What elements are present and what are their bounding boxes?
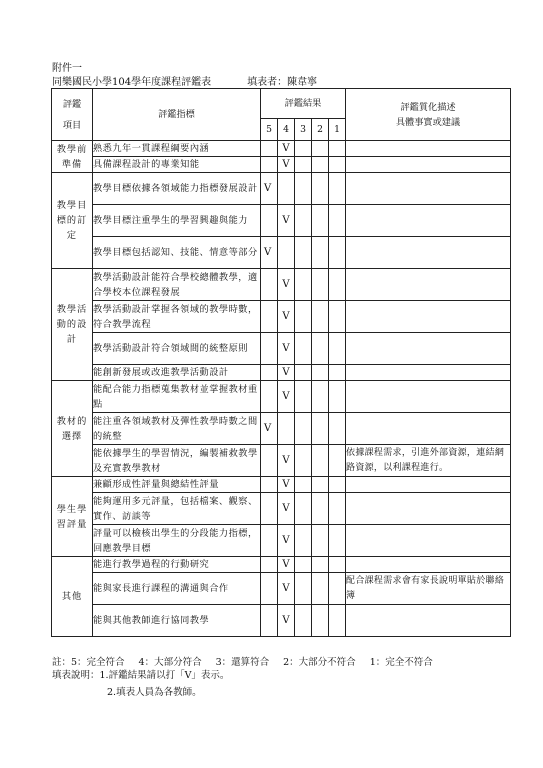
indicator-cell: 教學目標依據各領域能力指標發展設計 xyxy=(93,173,261,205)
score-cell-2 xyxy=(312,173,329,205)
score-cell-4: V xyxy=(278,205,295,237)
score-cell-3 xyxy=(295,141,312,157)
score-cell-2 xyxy=(312,413,329,445)
indicator-cell: 教學活動設計能符合學校總體教學，適合學校本位課程發展 xyxy=(93,269,261,301)
score-cell-5 xyxy=(261,333,278,365)
score-cell-5: V xyxy=(261,413,278,445)
category-cell: 學生學習評量 xyxy=(52,477,93,557)
table-row xyxy=(52,573,511,605)
indicator-cell: 能進行教學過程的行動研究 xyxy=(93,557,261,573)
score-cell-1 xyxy=(329,269,346,301)
score-cell-2 xyxy=(312,237,329,269)
note-cell xyxy=(346,365,511,381)
indicator-cell: 熟悉九年一貫課程綱要內涵 xyxy=(93,141,261,157)
score-cell-5 xyxy=(261,557,278,573)
score-cell-3 xyxy=(295,605,312,637)
note-cell: 依據課程需求，引進外部資源，連結網路資源，以利課程進行。 xyxy=(346,445,511,477)
score-cell-2 xyxy=(312,477,329,493)
score-cell-1 xyxy=(329,477,346,493)
score-cell-4: V xyxy=(278,157,295,173)
score-cell-2 xyxy=(312,205,329,237)
score-cell-3 xyxy=(295,237,312,269)
score-cell-1 xyxy=(329,173,346,205)
score-cell-1 xyxy=(329,573,346,605)
indicator-cell: 兼顧形成性評量與總結性評量 xyxy=(93,477,261,493)
score-cell-2 xyxy=(312,525,329,557)
indicator-cell: 具備課程設計的專業知能 xyxy=(93,157,261,173)
note-cell xyxy=(346,413,511,445)
score-cell-1 xyxy=(329,381,346,413)
score-cell-2 xyxy=(312,557,329,573)
score-cell-5: V xyxy=(261,173,278,205)
score-cell-5 xyxy=(261,605,278,637)
note-cell xyxy=(346,493,511,525)
score-header-2: 2 xyxy=(312,119,329,141)
fill-instruction-1: 填表說明：1.評鑑結果請以打「V」表示。 xyxy=(52,670,230,681)
score-cell-1 xyxy=(329,157,346,173)
score-header-3: 3 xyxy=(295,119,312,141)
header-description xyxy=(346,89,511,141)
score-cell-3 xyxy=(295,477,312,493)
indicator-cell: 能配合能力指標蒐集教材並掌握教材重點 xyxy=(93,381,261,413)
score-cell-1 xyxy=(329,301,346,333)
note-cell xyxy=(346,141,511,157)
score-cell-1 xyxy=(329,525,346,557)
table-row xyxy=(52,493,511,525)
note-cell xyxy=(346,557,511,573)
category-cell: 教材的選擇 xyxy=(52,381,93,477)
score-cell-5 xyxy=(261,493,278,525)
score-cell-2 xyxy=(312,365,329,381)
score-cell-3 xyxy=(295,573,312,605)
score-cell-1 xyxy=(329,493,346,525)
note-cell xyxy=(346,381,511,413)
score-cell-3 xyxy=(295,269,312,301)
score-cell-4: V xyxy=(278,269,295,301)
header-evaluation-item xyxy=(52,89,93,141)
table-row xyxy=(52,141,511,157)
score-cell-4 xyxy=(278,237,295,269)
category-cell: 教學活動的設計 xyxy=(52,269,93,381)
score-cell-5 xyxy=(261,573,278,605)
score-cell-2 xyxy=(312,605,329,637)
table-row xyxy=(52,381,511,413)
score-cell-2 xyxy=(312,269,329,301)
score-cell-2 xyxy=(312,493,329,525)
header-item-bottom: 項目 xyxy=(62,119,82,131)
score-cell-1 xyxy=(329,333,346,365)
table-row xyxy=(52,413,511,445)
score-header-1: 1 xyxy=(329,119,346,141)
score-cell-1 xyxy=(329,141,346,157)
header-indicator: 評鑑指標 xyxy=(93,89,261,141)
legend-item: 2：大部分不符合 xyxy=(283,657,356,668)
table-row xyxy=(52,333,511,365)
score-header-5: 5 xyxy=(261,119,278,141)
score-cell-4: V xyxy=(278,477,295,493)
indicator-cell: 能與家長進行課程的溝通與合作 xyxy=(93,573,261,605)
note-cell xyxy=(346,237,511,269)
score-cell-1 xyxy=(329,557,346,573)
indicator-cell: 能創新發展或改進教學活動設計 xyxy=(93,365,261,381)
score-cell-2 xyxy=(312,301,329,333)
legend-item: 4：大部分符合 xyxy=(138,657,202,668)
score-cell-5 xyxy=(261,445,278,477)
score-cell-4 xyxy=(278,413,295,445)
score-cell-4: V xyxy=(278,573,295,605)
table-row xyxy=(52,237,511,269)
table-row xyxy=(52,605,511,637)
indicator-cell: 評量可以檢核出學生的分段能力指標，回應教學目標 xyxy=(93,525,261,557)
note-cell xyxy=(346,333,511,365)
score-cell-4: V xyxy=(278,445,295,477)
note-cell xyxy=(346,605,511,637)
score-cell-1 xyxy=(329,205,346,237)
score-cell-3 xyxy=(295,173,312,205)
score-cell-1 xyxy=(329,413,346,445)
fill-instruction-2: 2.填表人員為各教師。 xyxy=(107,687,202,698)
evaluation-table xyxy=(51,88,511,637)
header-item-top: 評鑑 xyxy=(62,98,82,110)
legend xyxy=(52,654,447,668)
score-cell-3 xyxy=(295,157,312,173)
attachment-label: 附件一 xyxy=(52,63,82,74)
score-cell-5: V xyxy=(261,237,278,269)
score-cell-4 xyxy=(278,173,295,205)
score-cell-4: V xyxy=(278,381,295,413)
score-cell-5 xyxy=(261,141,278,157)
score-cell-5 xyxy=(261,525,278,557)
score-cell-4: V xyxy=(278,493,295,525)
table-row xyxy=(52,173,511,205)
score-cell-3 xyxy=(295,413,312,445)
score-cell-4: V xyxy=(278,301,295,333)
score-cell-2 xyxy=(312,573,329,605)
header-result: 評鑑結果 xyxy=(261,89,346,119)
score-cell-1 xyxy=(329,605,346,637)
score-cell-3 xyxy=(295,381,312,413)
score-cell-5 xyxy=(261,365,278,381)
table-row xyxy=(52,445,511,477)
header-desc-line2: 具體事實或建議 xyxy=(395,116,461,128)
score-cell-5 xyxy=(261,301,278,333)
indicator-cell: 能夠運用多元評量，包括檔案、觀察、實作、訪談等 xyxy=(93,493,261,525)
header-desc-line1: 評鑑質化描述 xyxy=(400,101,456,113)
indicator-cell: 能與其他教師進行協同教學 xyxy=(93,605,261,637)
table-row xyxy=(52,157,511,173)
score-cell-3 xyxy=(295,525,312,557)
note-cell xyxy=(346,157,511,173)
score-cell-3 xyxy=(295,493,312,525)
note-cell xyxy=(346,205,511,237)
score-cell-1 xyxy=(329,445,346,477)
table-row xyxy=(52,365,511,381)
legend-item: 3：還算符合 xyxy=(215,657,270,668)
score-cell-3 xyxy=(295,557,312,573)
document-title: 同樂國民小學104學年度課程評鑑表 xyxy=(52,77,212,88)
score-cell-3 xyxy=(295,365,312,381)
indicator-cell: 能注重各領域教材及彈性教學時數之間的統整 xyxy=(93,413,261,445)
note-cell: 配合課程需求會有家長說明單貼於聯絡簿 xyxy=(346,573,511,605)
score-cell-2 xyxy=(312,157,329,173)
indicator-cell: 教學活動設計掌握各領域的教學時數，符合教學流程 xyxy=(93,301,261,333)
note-cell xyxy=(346,301,511,333)
indicator-cell: 能依據學生的學習情況，編製補救教學及充實教學教材 xyxy=(93,445,261,477)
score-cell-2 xyxy=(312,141,329,157)
indicator-cell: 教學目標包括認知、技能、情意等部分 xyxy=(93,237,261,269)
indicator-cell: 教學目標注重學生的學習興趣與能力 xyxy=(93,205,261,237)
score-cell-5 xyxy=(261,205,278,237)
score-cell-2 xyxy=(312,381,329,413)
score-cell-1 xyxy=(329,237,346,269)
document-title-line xyxy=(52,73,317,88)
score-cell-4: V xyxy=(278,141,295,157)
score-cell-5 xyxy=(261,269,278,301)
note-cell xyxy=(346,269,511,301)
score-cell-3 xyxy=(295,301,312,333)
note-cell xyxy=(346,525,511,557)
score-cell-5 xyxy=(261,381,278,413)
table-row xyxy=(52,269,511,301)
score-header-4: 4 xyxy=(278,119,295,141)
category-cell: 教學前準備 xyxy=(52,141,93,173)
score-cell-3 xyxy=(295,205,312,237)
category-cell: 教學目標的訂定 xyxy=(52,173,93,269)
score-cell-2 xyxy=(312,445,329,477)
note-cell xyxy=(346,477,511,493)
note-cell xyxy=(346,173,511,205)
legend-item: 註：5：完全符合 xyxy=(52,657,125,668)
indicator-cell: 教學活動設計符合領域間的統整原則 xyxy=(93,333,261,365)
score-cell-5 xyxy=(261,477,278,493)
legend-item: 1：完全不符合 xyxy=(369,657,433,668)
table-row xyxy=(52,477,511,493)
score-cell-4: V xyxy=(278,557,295,573)
score-cell-1 xyxy=(329,365,346,381)
score-cell-5 xyxy=(261,157,278,173)
score-cell-4: V xyxy=(278,525,295,557)
table-row xyxy=(52,557,511,573)
table-row xyxy=(52,301,511,333)
filler-name: 填表者：陳韋寧 xyxy=(247,77,318,88)
score-cell-4: V xyxy=(278,333,295,365)
table-row xyxy=(52,205,511,237)
score-cell-3 xyxy=(295,333,312,365)
score-cell-4: V xyxy=(278,365,295,381)
score-cell-4: V xyxy=(278,605,295,637)
category-cell: 其他 xyxy=(52,557,93,637)
score-cell-2 xyxy=(312,333,329,365)
score-cell-3 xyxy=(295,445,312,477)
table-row xyxy=(52,525,511,557)
